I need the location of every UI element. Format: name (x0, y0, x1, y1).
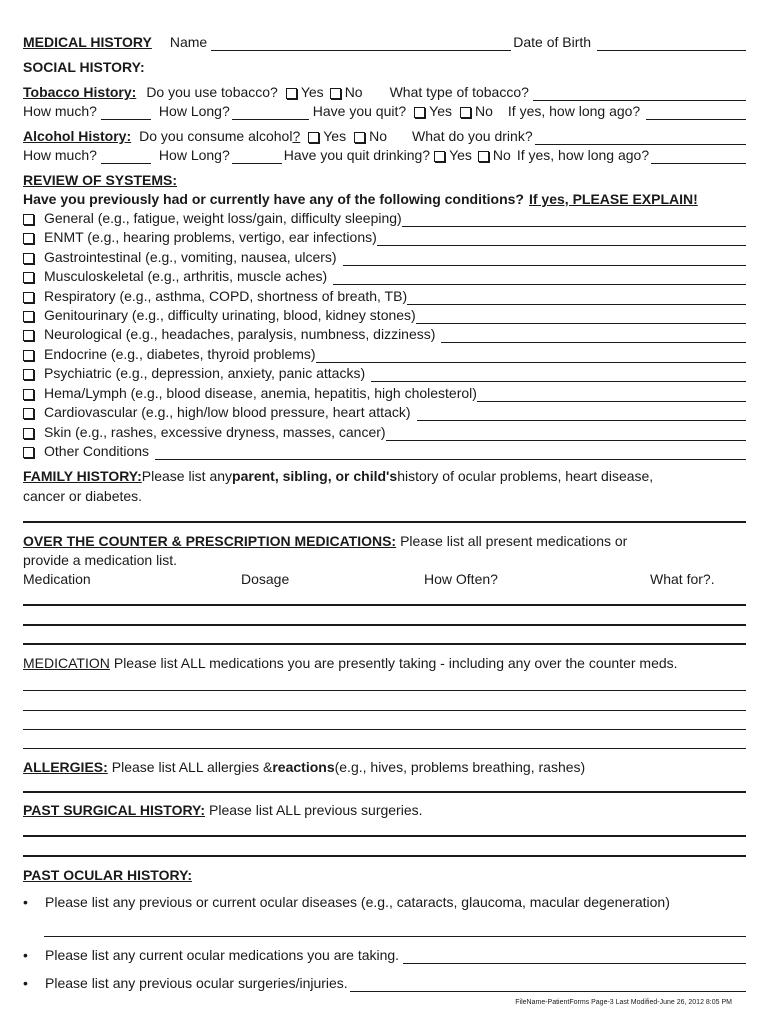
alcohol-row-1 (23, 128, 746, 145)
tobacco-question: Do you use tobacco? (146, 84, 278, 100)
family-history-bold: parent, sibling, or child's (232, 468, 398, 484)
ocular-item-label: Please list any current ocular medications you are taking. (45, 947, 400, 963)
ros-item (23, 229, 746, 246)
allergies-row (23, 759, 746, 776)
ros-explain-field[interactable] (377, 231, 746, 246)
family-history-text-2: history of ocular problems, heart disease, (397, 468, 654, 484)
ros-item (23, 385, 746, 402)
column-medication: Medication (23, 571, 91, 587)
bullet: • (23, 894, 28, 910)
ros-explain: If yes, PLEASE EXPLAIN! (528, 191, 698, 207)
ros-checkbox[interactable] (23, 428, 34, 439)
ros-item (23, 443, 746, 460)
family-history-row-1 (23, 468, 746, 485)
ros-item-label: Respiratory (e.g., asthma, COPD, shortness of breath, TB) (44, 288, 408, 304)
surgical-heading: PAST SURGICAL HISTORY: (23, 802, 206, 818)
ros-item (23, 404, 746, 421)
ros-item (23, 288, 746, 305)
footer-text: FileName-PatientForms Page-3 Last Modified-June 26, 2012 8:05 PM (515, 999, 732, 1006)
medication-row (23, 655, 746, 672)
ocular-surgeries-field[interactable] (350, 977, 746, 992)
ros-checkbox[interactable] (23, 214, 34, 225)
tobacco-quit-label: Have you quit? (312, 103, 407, 119)
tobacco-quit-yes-label: Yes (429, 103, 452, 119)
ros-explain-field[interactable] (417, 406, 746, 421)
alcohol-drink-field[interactable] (535, 130, 746, 145)
alcohol-how-much-field[interactable] (101, 149, 151, 164)
dob-label: Date of Birth (513, 34, 592, 50)
ros-explain-field[interactable] (407, 290, 746, 305)
alcohol-heading: Alcohol History: (23, 128, 132, 144)
medication-text: Please list ALL medications you are presently taking - including any over the counter meds. (113, 655, 678, 671)
family-history-text: Please list any (141, 468, 233, 484)
tobacco-row-2 (23, 103, 746, 120)
ros-item-label: Endocrine (e.g., diabetes, thyroid problems) (44, 346, 316, 362)
alcohol-quit-label: Have you quit drinking? (283, 147, 431, 163)
form-title: MEDICAL HISTORY (23, 34, 152, 50)
allergies-text-2: (e.g., hives, problems breathing, rashes) (334, 759, 586, 775)
ros-explain-field[interactable] (371, 367, 746, 382)
ros-item-label: Neurological (e.g., headaches, paralysis, numbness, dizziness) (44, 326, 436, 342)
medication-heading: MEDICATION (23, 655, 110, 671)
ros-heading: REVIEW OF SYSTEMS: (23, 172, 178, 188)
family-history-row-2 (23, 488, 746, 505)
alcohol-yes-checkbox[interactable] (308, 132, 319, 143)
alcohol-quit-no-checkbox[interactable] (478, 151, 489, 162)
family-history-field[interactable] (23, 521, 746, 523)
allergies-bold: reactions (272, 759, 335, 775)
column-how-often: How Often? (424, 571, 498, 587)
tobacco-if-yes-label: If yes, how long ago? (507, 103, 641, 119)
tobacco-yes-label: Yes (300, 84, 324, 100)
alcohol-row-2 (23, 147, 746, 164)
bullet: • (23, 975, 28, 991)
medication-entry-line[interactable] (23, 710, 746, 711)
ocular-heading: PAST OCULAR HISTORY: (23, 867, 193, 883)
otc-row-2 (23, 552, 746, 569)
allergies-entry-line[interactable] (23, 791, 746, 793)
ros-item-label: Genitourinary (e.g., difficulty urinating, blood, kidney stones) (44, 307, 416, 323)
name-field[interactable] (211, 36, 511, 51)
tobacco-no-label: No (344, 84, 363, 100)
ros-item (23, 424, 746, 441)
ocular-item-label: Please list any previous ocular surgeries/injuries. (45, 975, 348, 991)
tobacco-no-checkbox[interactable] (330, 88, 341, 99)
ros-checkbox[interactable] (23, 311, 34, 322)
ros-item-label: Cardiovascular (e.g., high/low blood pressure, heart attack) (44, 404, 411, 420)
ros-checkbox[interactable] (23, 350, 34, 361)
ros-explain-field[interactable] (477, 387, 746, 402)
dob-field[interactable] (597, 36, 746, 51)
alcohol-drink-label: What do you drink? (411, 128, 533, 144)
social-history-heading: SOCIAL HISTORY: (23, 59, 145, 75)
tobacco-how-much-label: How much? (23, 103, 97, 119)
ros-item-label: Gastrointestinal (e.g., vomiting, nausea, ulcers) (44, 249, 337, 265)
ros-heading-row (23, 172, 746, 189)
family-history-line-2: cancer or diabetes. (23, 488, 143, 504)
ros-checkbox[interactable] (23, 233, 34, 244)
ros-item (23, 268, 746, 285)
otc-columns-row (23, 571, 746, 588)
ros-item (23, 210, 746, 227)
allergies-heading: ALLERGIES: (23, 759, 108, 775)
alcohol-no-checkbox[interactable] (354, 132, 365, 143)
tobacco-how-long-label: How Long? (158, 103, 230, 119)
surgical-entry-line[interactable] (23, 835, 746, 837)
ros-item-label: Psychiatric (e.g., depression, anxiety, panic attacks) (44, 365, 366, 381)
ros-checkbox[interactable] (23, 389, 34, 400)
medication-entry-line[interactable] (23, 690, 746, 691)
alcohol-no-label: No (369, 128, 387, 144)
ocular-item-label: Please list any previous or current ocular diseases (e.g., cataracts, glaucoma, macular degeneration) (45, 894, 670, 910)
ros-explain-field[interactable] (441, 328, 746, 343)
tobacco-how-much-field[interactable] (101, 105, 151, 120)
tobacco-type-label: What type of tobacco? (389, 84, 529, 100)
tobacco-quit-yes-checkbox[interactable] (414, 107, 425, 118)
name-label: Name (169, 34, 208, 50)
tobacco-quit-no-label: No (475, 103, 493, 119)
ros-question: Have you previously had or currently have any of the following conditions? (23, 191, 524, 207)
ros-item-label: ENMT (e.g., hearing problems, vertigo, ear infections) (44, 229, 377, 245)
ros-item (23, 365, 746, 382)
ros-explain-field[interactable] (333, 270, 746, 285)
surgical-text: Please list ALL previous surgeries. (209, 802, 423, 818)
tobacco-heading: Tobacco History: (23, 84, 137, 100)
otc-entry-line[interactable] (23, 624, 746, 626)
ros-item-label: Skin (e.g., rashes, excessive dryness, masses, cancer) (44, 424, 386, 440)
medication-entry-line[interactable] (23, 729, 746, 730)
ros-checkbox[interactable] (23, 272, 34, 283)
ros-checkbox[interactable] (23, 292, 34, 303)
ros-explain-field[interactable] (416, 309, 746, 324)
ros-item-label: Musculoskeletal (e.g., arthritis, muscle aches) (44, 268, 328, 284)
otc-row-1 (23, 533, 746, 550)
ros-checkbox[interactable] (23, 408, 34, 419)
alcohol-quit-no-label: No (492, 147, 511, 163)
ros-checkbox[interactable] (23, 253, 34, 264)
tobacco-how-long-field[interactable] (232, 105, 309, 120)
ros-item (23, 307, 746, 324)
alcohol-if-yes-field[interactable] (651, 149, 746, 164)
social-heading-row (23, 59, 746, 76)
header-row (23, 34, 746, 51)
tobacco-row-1 (23, 84, 746, 101)
surgical-row (23, 802, 746, 819)
ros-item-label: General (e.g., fatigue, weight loss/gain, difficulty sleeping) (44, 210, 402, 226)
ros-explain-field[interactable] (316, 348, 746, 363)
ros-item (23, 249, 746, 266)
ros-question-row (23, 191, 746, 208)
ocular-diseases-field[interactable] (44, 936, 746, 937)
ros-explain-field[interactable] (343, 251, 746, 266)
ocular-heading-row (23, 867, 746, 884)
alcohol-question: Do you consume alcohol (139, 128, 293, 144)
otc-text: Please list all present medications or (400, 533, 628, 549)
alcohol-yes-label: Yes (323, 128, 347, 144)
surgical-entry-line[interactable] (23, 855, 746, 857)
tobacco-if-yes-field[interactable] (646, 105, 746, 120)
otc-entry-line[interactable] (23, 643, 746, 645)
alcohol-if-yes-label: If yes, how long ago? (516, 147, 650, 163)
alcohol-quit-yes-label: Yes (449, 147, 472, 163)
alcohol-how-much-label: How much? (23, 147, 97, 163)
medication-entry-line[interactable] (23, 748, 746, 749)
alcohol-how-long-label: How Long? (158, 147, 230, 163)
tobacco-type-field[interactable] (533, 86, 746, 101)
ros-item-label: Other Conditions (44, 443, 150, 459)
ocular-item (23, 975, 746, 992)
bullet: • (23, 947, 28, 963)
ros-checkbox[interactable] (23, 447, 34, 458)
ros-item (23, 326, 746, 343)
allergies-text: Please list ALL allergies & (111, 759, 273, 775)
tobacco-yes-checkbox[interactable] (286, 88, 297, 99)
column-what-for: What for?. (650, 571, 715, 587)
otc-entry-line[interactable] (23, 604, 746, 606)
ros-explain-field[interactable] (155, 445, 746, 460)
otc-line-2: provide a medication list. (23, 552, 178, 568)
column-dosage: Dosage (241, 571, 290, 587)
ros-explain-field[interactable] (402, 212, 746, 227)
alcohol-question-mark: ? (292, 128, 301, 144)
family-history-heading: FAMILY HISTORY: (23, 468, 142, 484)
alcohol-quit-yes-checkbox[interactable] (434, 151, 445, 162)
alcohol-how-long-field[interactable] (232, 149, 282, 164)
ocular-item (23, 947, 746, 964)
ros-checkbox[interactable] (23, 330, 34, 341)
tobacco-quit-no-checkbox[interactable] (460, 107, 471, 118)
ocular-medications-field[interactable] (403, 949, 746, 964)
ros-item (23, 346, 746, 363)
ros-explain-field[interactable] (386, 426, 746, 441)
ocular-item (23, 894, 746, 911)
ros-checkbox[interactable] (23, 369, 34, 380)
ros-item-label: Hema/Lymph (e.g., blood disease, anemia, hepatitis, high cholesterol) (44, 385, 477, 401)
otc-heading: OVER THE COUNTER & PRESCRIPTION MEDICATIONS: (23, 533, 397, 549)
